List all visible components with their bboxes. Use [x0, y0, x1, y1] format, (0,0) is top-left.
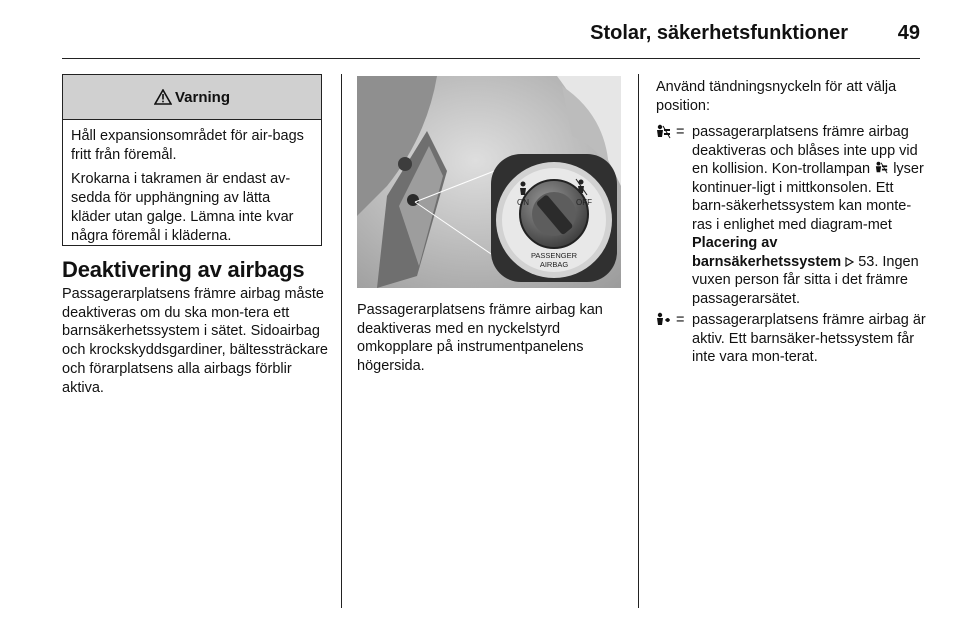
def1-part-a: passagerarplatsens främre airbag deaktiveras och blåses inte upp vid en kollision. Kon-trollampan: [692, 124, 918, 177]
right-column: [656, 78, 926, 370]
child-seat-placement-link[interactable]: Placering av barnsäkerhetssystem: [692, 235, 842, 270]
def1-part-c: Ingen vuxen person får sitta i det främre passagerarsätet.: [692, 253, 919, 307]
equals-sign: =: [676, 124, 685, 140]
airbag-off-icon: [656, 123, 676, 308]
label-on: ON: [517, 198, 529, 207]
def1-part-b: lyser kontinuer-ligt i mittkonsolen. Ett barn-säkerhetssystem kan monte-ras i enlighet med diagram-met: [692, 161, 924, 233]
equals-sign: =: [676, 312, 685, 328]
page-header: [62, 14, 920, 59]
airbag-on-icon: [656, 311, 676, 367]
column-divider-right: [638, 74, 639, 608]
warning-title: Varning: [174, 88, 230, 106]
page-ref-arrow-icon: [845, 257, 854, 267]
column-divider-left: [341, 74, 342, 608]
section-heading: Deaktivering av airbags: [62, 257, 305, 282]
warning-box: [62, 74, 322, 246]
label-airbag: AIRBAG: [539, 260, 569, 269]
definition-on-text: passagerarplatsens främre airbag är aktiv. Ett barnsäker-hetssystem får inte vara mon-terat.: [692, 312, 926, 365]
label-off: OFF: [576, 198, 592, 207]
label-passenger: PASSENGER: [530, 251, 578, 260]
definition-off-text: [692, 123, 926, 308]
def1-page-ref[interactable]: 53.: [858, 253, 879, 270]
figure-caption: Passagerarplatsens främre airbag kan deaktiveras med en nyckelstyrd omkopplare på instrumentpanelens högersida.: [357, 302, 603, 375]
section-body: Passagerarplatsens främre airbag måste deaktiveras om du ska mon-tera ett barnsäkerhetssystem i sätet. Sidoairbag och krockskyddsgardiner, bältessträckare och förarplatsens alla airbags förblir aktiva.: [62, 286, 328, 396]
warning-paragraph-1: Håll expansionsområdet för air-bags fritt från föremål.: [71, 128, 304, 163]
control-lamp-icon: [874, 161, 889, 174]
airbag-switch-illustration: [357, 76, 621, 288]
page-number: 49: [897, 22, 920, 44]
intro-text: Använd tändningsnyckeln för att välja position:: [656, 79, 897, 114]
airbag-switch-photo: [357, 76, 621, 288]
warning-paragraph-2: Krokarna i takramen är endast av-sedda för upphängning av lätta kläder utan galge. Lämna inte kvar några föremål i kläderna.: [71, 171, 294, 244]
definition-on: [656, 311, 926, 367]
page-title: Stolar, säkerhetsfunktioner: [590, 22, 848, 44]
warning-header: [63, 75, 321, 120]
airbag-on-symbol-icon: [520, 182, 526, 196]
definition-off: [656, 123, 926, 308]
warning-triangle-icon: [154, 89, 172, 105]
